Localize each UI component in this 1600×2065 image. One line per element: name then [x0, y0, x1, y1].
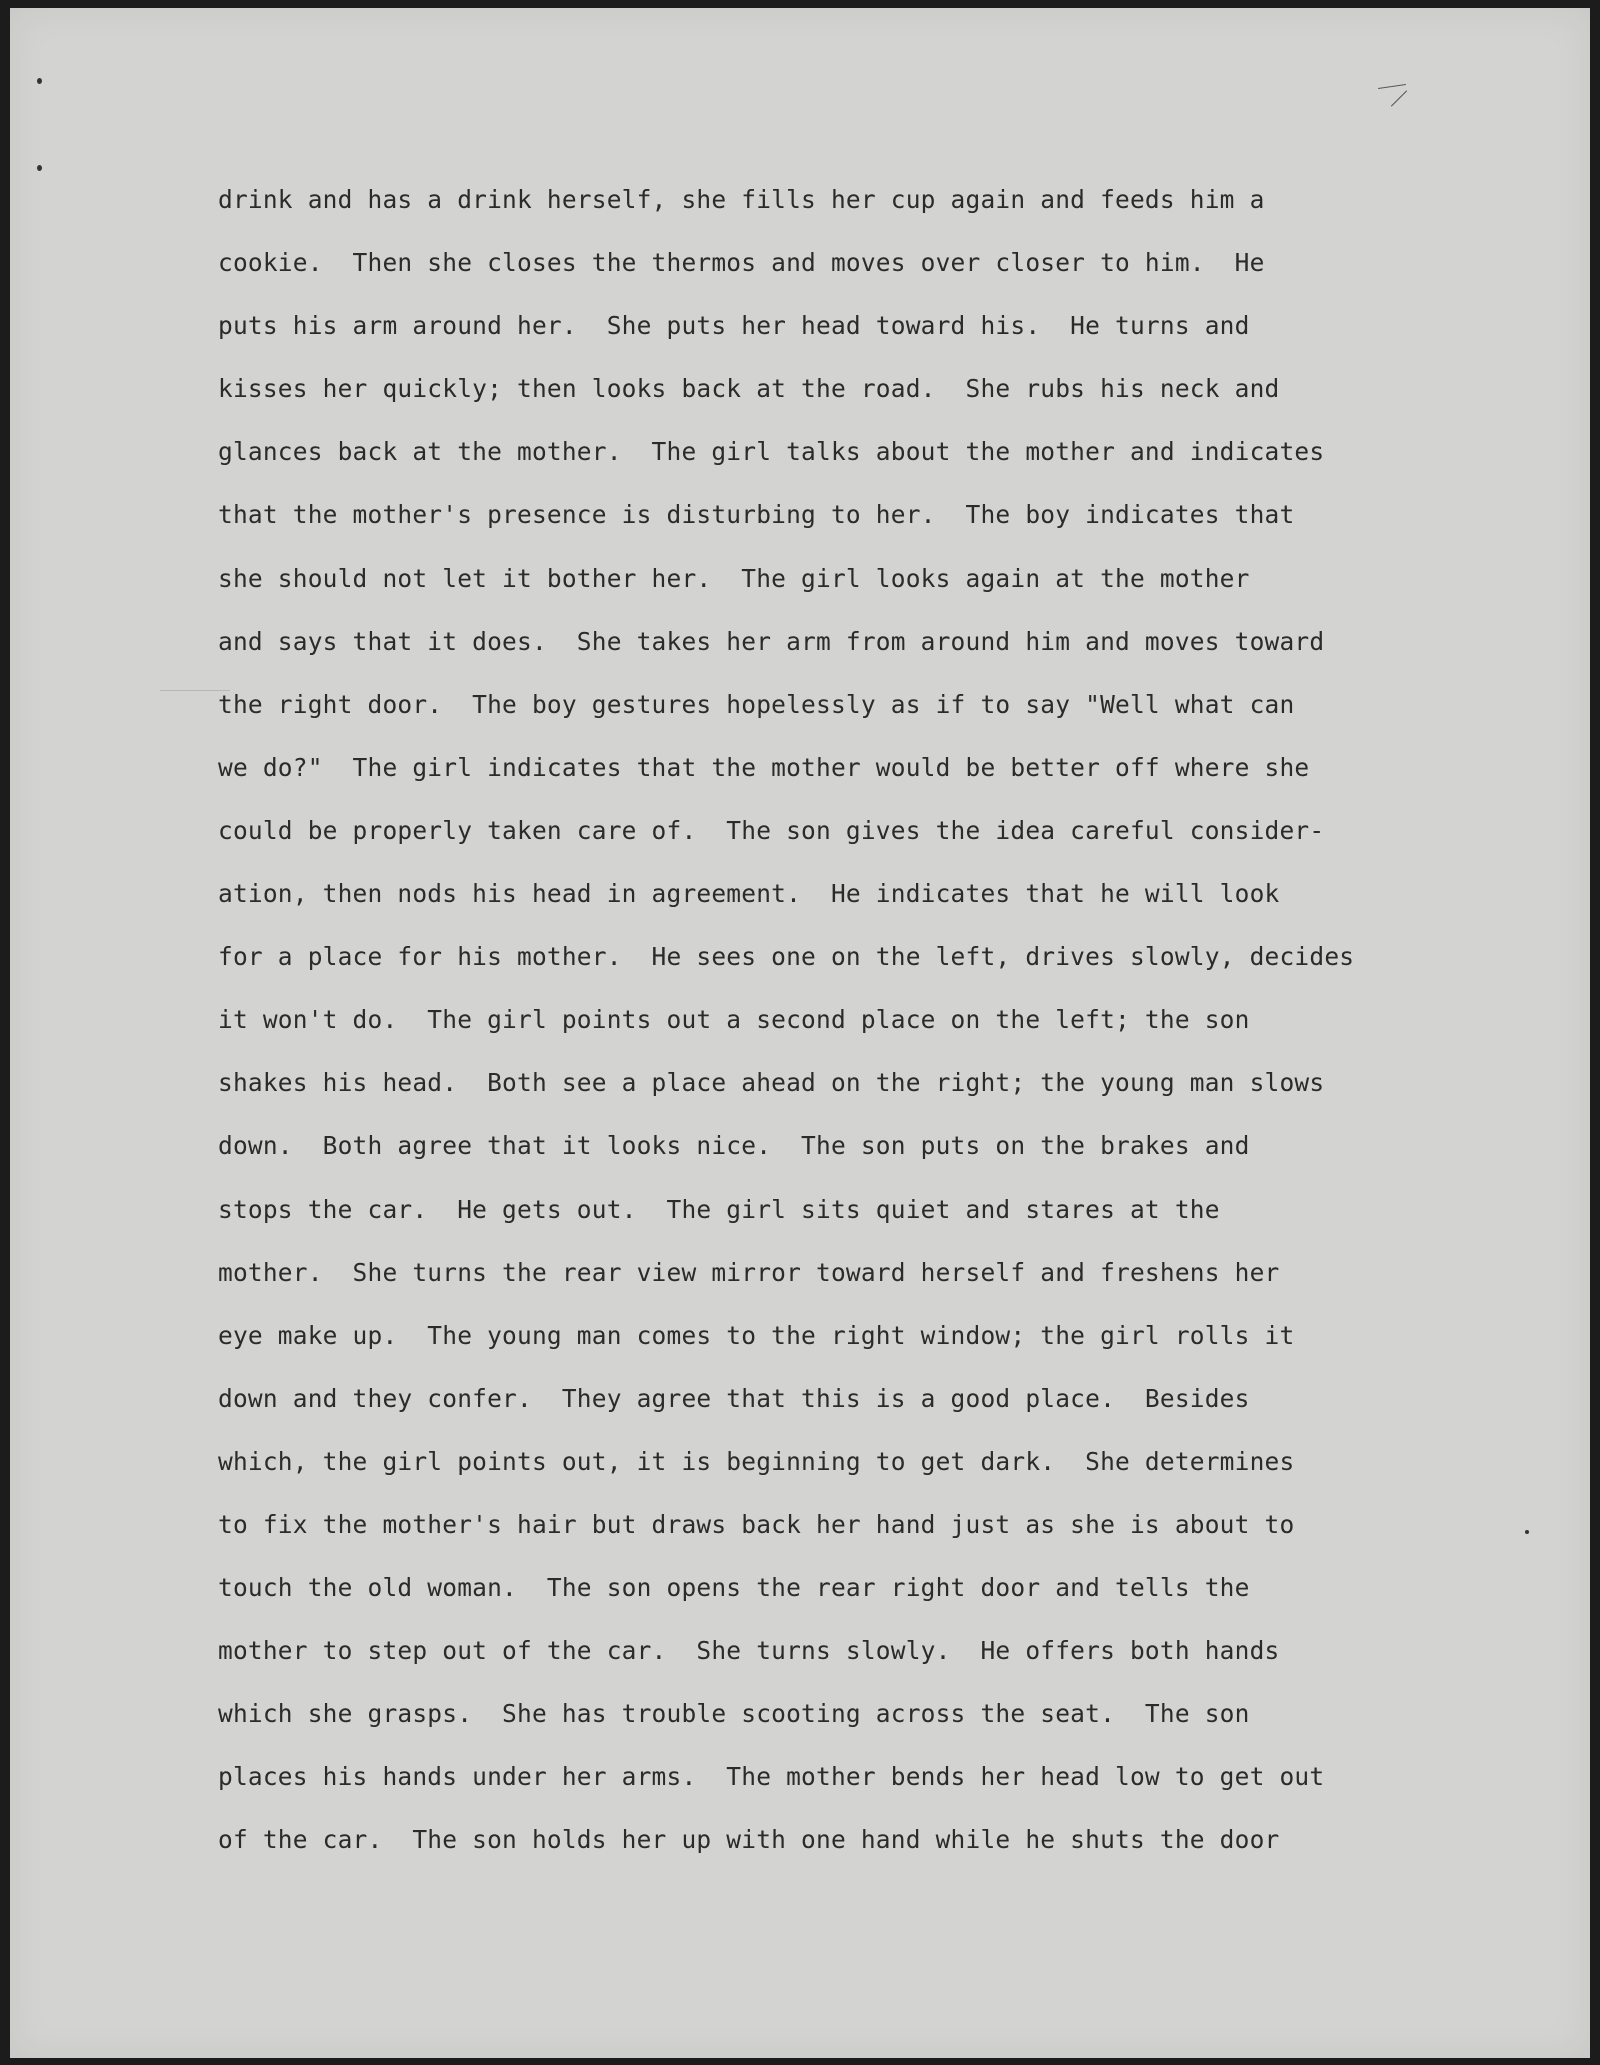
text-line: for a place for his mother. He sees one on the left, drives slowly, decides [218, 942, 1355, 972]
text-line: we do?" The girl indicates that the mother would be better off where she [218, 752, 1310, 782]
text-line: of the car. The son holds her up with one hand while he shuts the door [218, 1825, 1280, 1855]
text-line: which she grasps. She has trouble scooting across the seat. The son [218, 1699, 1250, 1729]
corner-pencil-mark [1378, 84, 1406, 89]
margin-dot [37, 165, 42, 171]
text-line: ation, then nods his head in agreement. He indicates that he will look [218, 879, 1280, 909]
text-line: it won't do. The girl points out a second place on the left; the son [218, 1005, 1250, 1035]
text-line: cookie. Then she closes the thermos and moves over closer to him. He [218, 248, 1265, 278]
text-line: down and they confer. They agree that this is a good place. Besides [218, 1383, 1250, 1413]
text-line: shakes his head. Both see a place ahead on the right; the young man slows [218, 1068, 1325, 1098]
text-line: down. Both agree that it looks nice. The son puts on the brakes and [218, 1131, 1250, 1161]
margin-dot [37, 78, 42, 84]
text-line: and says that it does. She takes her arm from around him and moves toward [218, 626, 1325, 656]
body-text [218, 168, 1478, 1872]
text-line: she should not let it bother her. The girl looks again at the mother [218, 563, 1250, 593]
text-line: stops the car. He gets out. The girl sits quiet and stares at the [218, 1194, 1220, 1224]
text-line: eye make up. The young man comes to the right window; the girl rolls it [218, 1320, 1295, 1350]
text-line: kisses her quickly; then looks back at the road. She rubs his neck and [218, 374, 1280, 404]
text-line: puts his arm around her. She puts her head toward his. He turns and [218, 311, 1250, 341]
text-line: touch the old woman. The son opens the rear right door and tells the [218, 1573, 1250, 1603]
text-line: could be properly taken care of. The son gives the idea careful consider- [218, 815, 1325, 845]
text-line: to fix the mother's hair but draws back her hand just as she is about to [218, 1509, 1295, 1539]
text-line: which, the girl points out, it is beginning to get dark. She determines [218, 1446, 1295, 1476]
text-line: that the mother's presence is disturbing to her. The boy indicates that [218, 500, 1295, 530]
text-line: mother. She turns the rear view mirror toward herself and freshens her [218, 1257, 1280, 1287]
corner-pencil-mark [1391, 90, 1407, 106]
text-line: the right door. The boy gestures hopelessly as if to say "Well what can [218, 689, 1295, 719]
text-line: drink and has a drink herself, she fills her cup again and feeds him a [218, 185, 1265, 214]
text-line: places his hands under her arms. The mother bends her head low to get out [218, 1762, 1325, 1792]
margin-dot [1525, 1530, 1529, 1534]
typewritten-page [10, 8, 1590, 2058]
text-line: mother to step out of the car. She turns slowly. He offers both hands [218, 1636, 1280, 1666]
text-line: glances back at the mother. The girl talks about the mother and indicates [218, 437, 1325, 467]
